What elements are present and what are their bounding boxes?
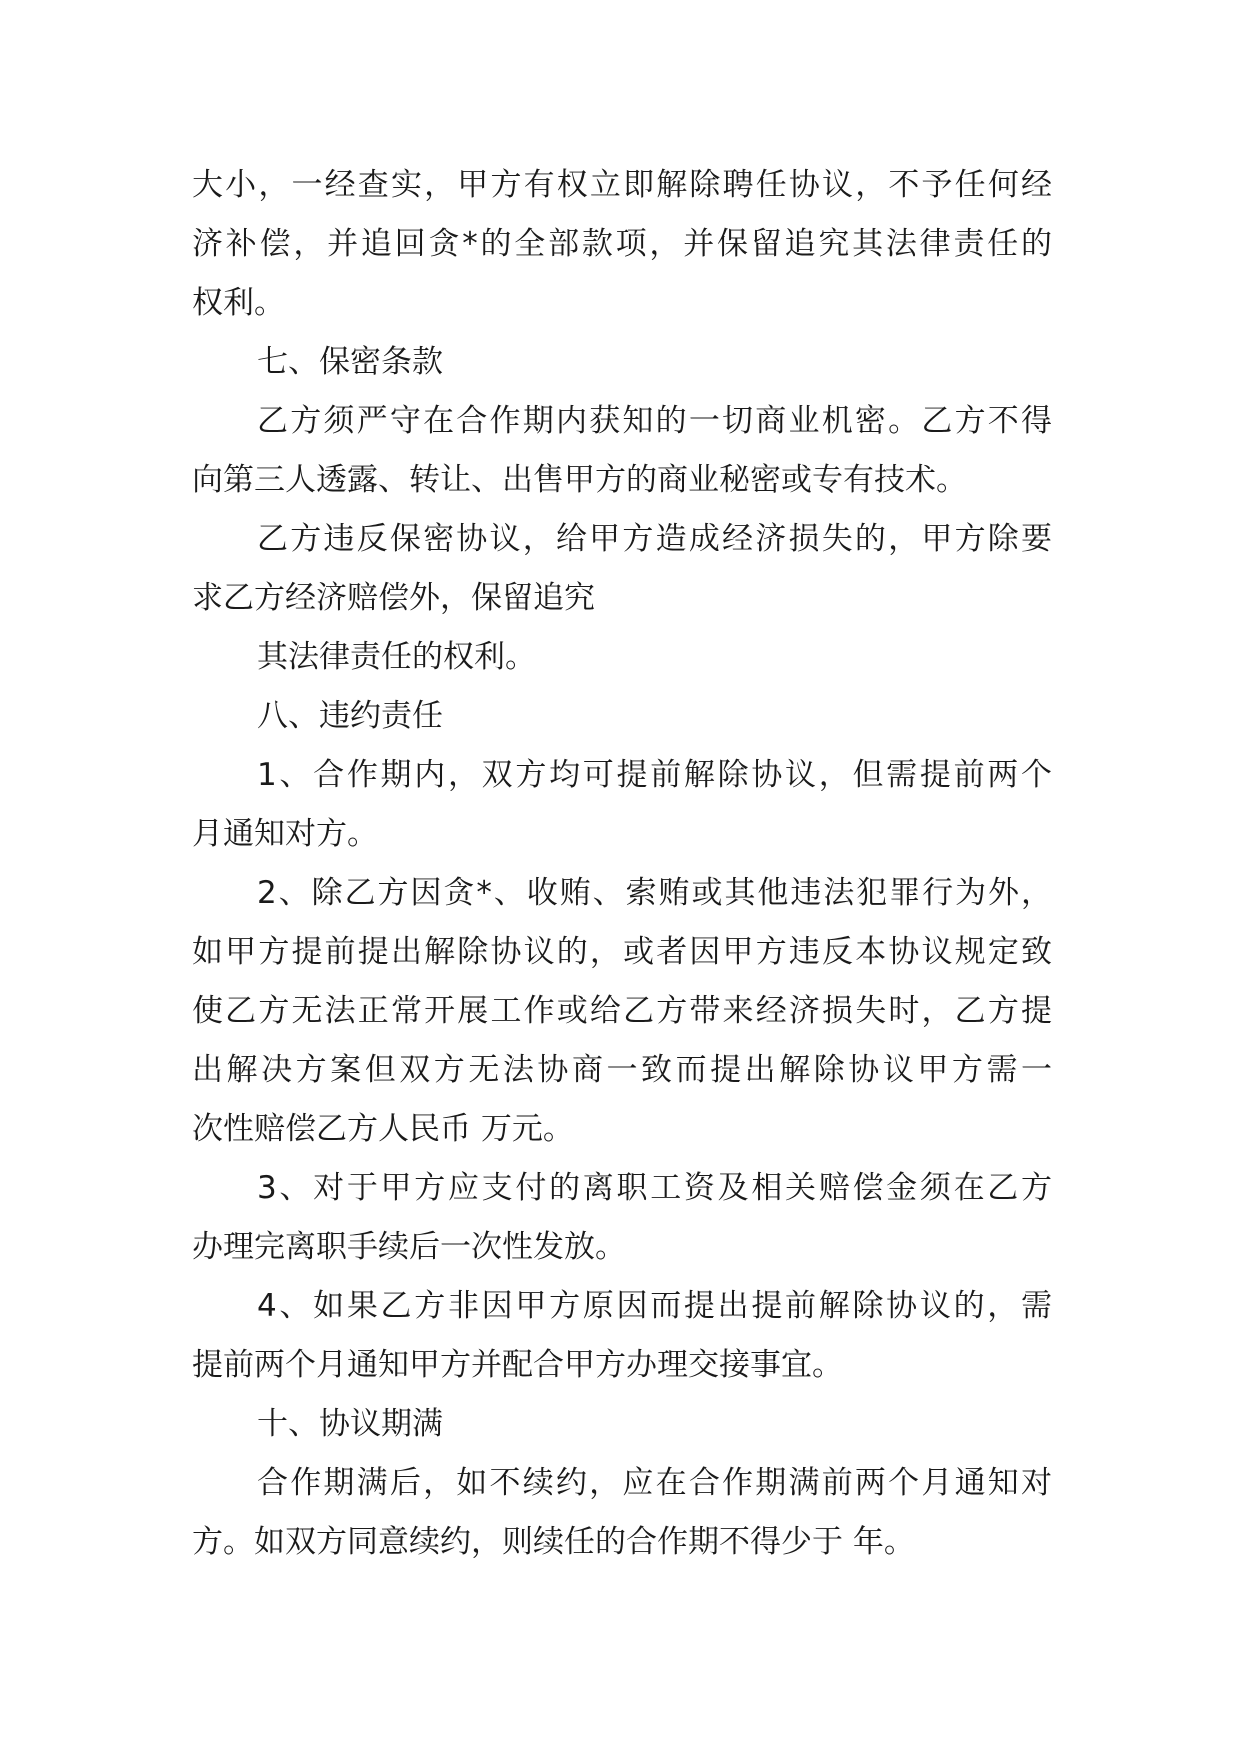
text-line: 方。如双方同意续约，则续任的合作期不得少于 年。 [192, 1524, 915, 1560]
text-line: 4、如果乙方非因甲方原因而提出提前解除协议的，需 [257, 1288, 1052, 1324]
text-line: 合作期满后，如不续约，应在合作期满前两个月通知对 [257, 1465, 1052, 1501]
text-line: 办理完离职手续后一次性发放。 [192, 1229, 626, 1265]
text-line: 提前两个月通知甲方并配合甲方办理交接事宜。 [192, 1347, 843, 1383]
text-line: 乙方违反保密协议，给甲方造成经济损失的，甲方除要 [257, 521, 1052, 557]
text-line: 权利。 [192, 285, 285, 321]
text-line: 次性赔偿乙方人民币 万元。 [192, 1111, 574, 1147]
text-line: 济补偿，并追回贪*的全部款项，并保留追究其法律责任的 [192, 226, 1052, 262]
text-line: 月通知对方。 [192, 816, 378, 852]
text-line: 2、除乙方因贪*、收贿、索贿或其他违法犯罪行为外， [257, 875, 1052, 911]
text-line: 使乙方无法正常开展工作或给乙方带来经济损失时，乙方提 [192, 993, 1052, 1029]
text-line: 出解决方案但双方无法协商一致而提出解除协议甲方需一 [192, 1052, 1052, 1088]
text-line: 求乙方经济赔偿外，保留追究 [192, 580, 595, 616]
text-line: 1、合作期内，双方均可提前解除协议，但需提前两个 [257, 757, 1052, 793]
text-line: 大小，一经查实，甲方有权立即解除聘任协议，不予任何经 [192, 167, 1052, 203]
section-heading: 八、违约责任 [257, 698, 443, 734]
section-heading: 七、保密条款 [257, 344, 443, 380]
text-line: 向第三人透露、转让、出售甲方的商业秘密或专有技术。 [192, 462, 967, 498]
text-line: 3、对于甲方应支付的离职工资及相关赔偿金须在乙方 [257, 1170, 1052, 1206]
text-line: 乙方须严守在合作期内获知的一切商业机密。乙方不得 [257, 403, 1052, 439]
text-line: 其法律责任的权利。 [257, 639, 536, 675]
text-line: 如甲方提前提出解除协议的，或者因甲方违反本协议规定致 [192, 934, 1052, 970]
section-heading: 十、协议期满 [257, 1406, 443, 1442]
